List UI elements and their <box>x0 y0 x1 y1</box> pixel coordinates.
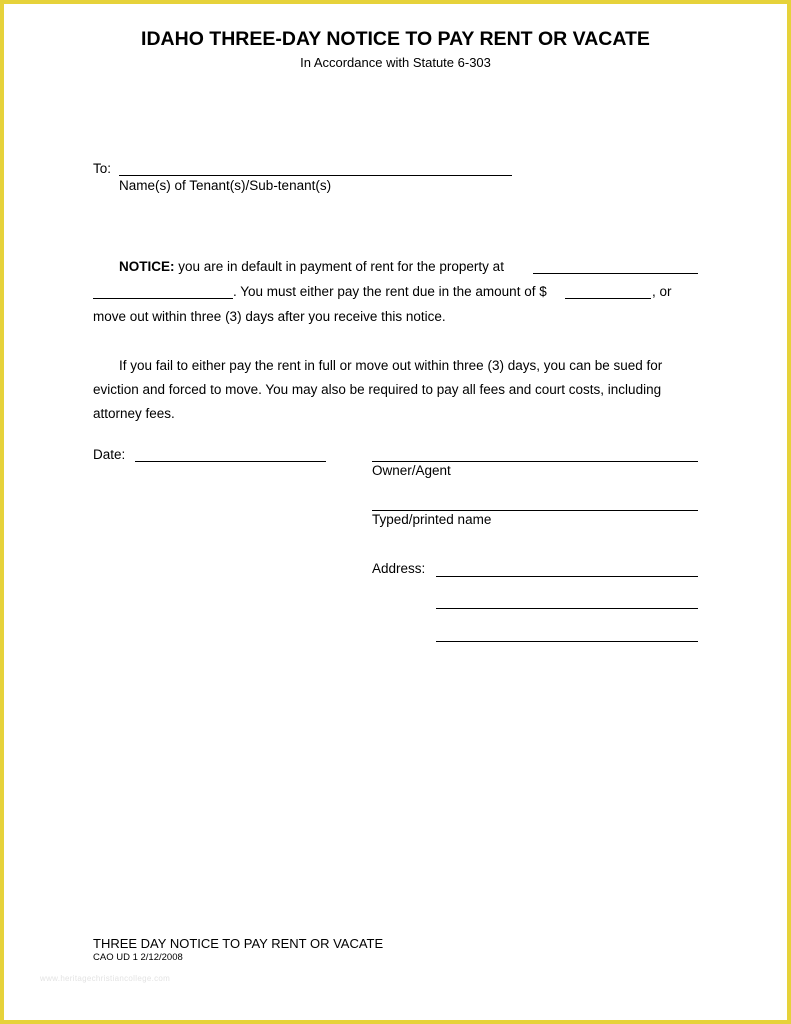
address-label: Address: <box>372 561 426 576</box>
tenant-name-caption: Name(s) of Tenant(s)/Sub-tenant(s) <box>119 178 332 193</box>
tenant-name-line[interactable] <box>119 175 512 176</box>
owner-agent-label: Owner/Agent <box>372 463 451 478</box>
notice-line-2-text: . You must either pay the rent due in the amount of $ <box>233 284 547 299</box>
footer-form-code: CAO UD 1 2/12/2008 <box>93 952 183 963</box>
to-label: To: <box>93 161 112 176</box>
address-line-1[interactable] <box>436 576 698 577</box>
document-title: IDAHO THREE-DAY NOTICE TO PAY RENT OR VACATE <box>141 28 650 50</box>
property-address-line-2[interactable] <box>93 298 233 299</box>
notice-line-1 <box>119 259 504 274</box>
owner-signature-line[interactable] <box>372 461 698 462</box>
notice-line-3: move out within three (3) days after you receive this notice. <box>93 309 446 324</box>
typed-name-label: Typed/printed name <box>372 512 492 527</box>
warning-line-1: If you fail to either pay the rent in full or move out within three (3) days, you can be sued for <box>119 358 663 373</box>
typed-name-line[interactable] <box>372 510 698 511</box>
date-label: Date: <box>93 447 126 462</box>
document-subtitle: In Accordance with Statute 6-303 <box>300 55 491 70</box>
address-line-3[interactable] <box>436 641 698 642</box>
notice-line-1-text: you are in default in payment of rent for the property at <box>174 259 504 274</box>
warning-line-2: eviction and forced to move. You may also be required to pay all fees and court costs, including <box>93 382 662 397</box>
address-line-2[interactable] <box>436 608 698 609</box>
notice-line-2-end: , or <box>652 284 672 299</box>
footer-title: THREE DAY NOTICE TO PAY RENT OR VACATE <box>93 936 384 951</box>
watermark-text: www.heritagechristiancollege.com <box>40 974 171 983</box>
warning-line-3: attorney fees. <box>93 406 175 421</box>
notice-label: NOTICE: <box>119 259 175 274</box>
rent-amount-line[interactable] <box>565 298 651 299</box>
property-address-line-1[interactable] <box>533 273 698 274</box>
date-line[interactable] <box>135 461 326 462</box>
